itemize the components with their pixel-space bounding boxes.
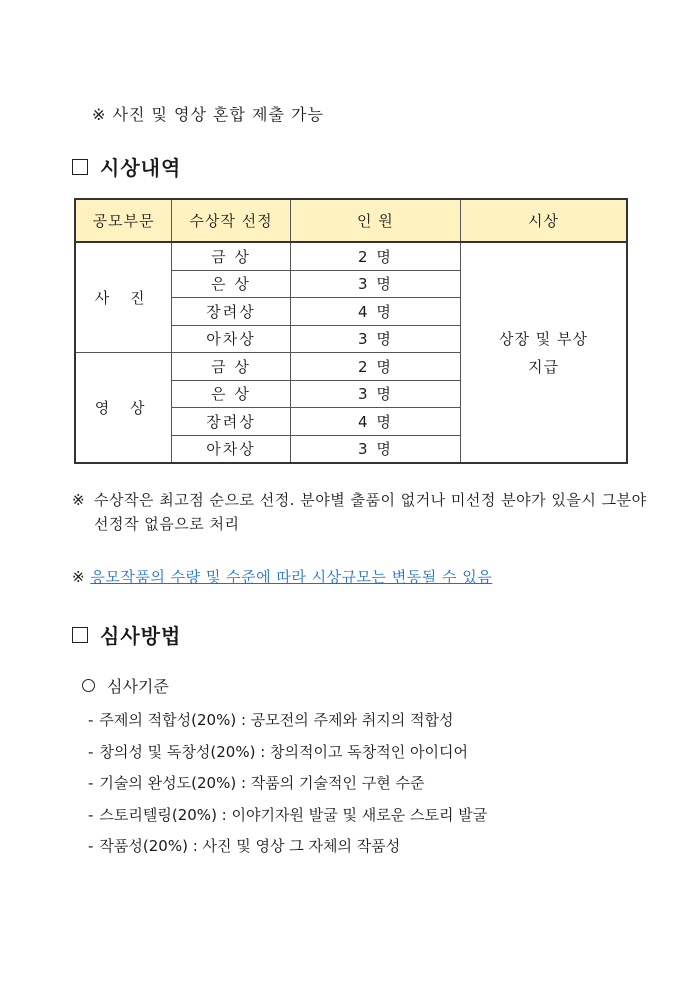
scale-note-link[interactable]: 응모작품의 수량 및 수준에 따라 시상규모는 변동될 수 있음 xyxy=(90,568,493,586)
category-photo: 사 진 xyxy=(75,242,172,353)
prize-line: 상장 및 부상 xyxy=(499,329,589,348)
prize-line: 지급 xyxy=(528,357,560,376)
criteria-heading xyxy=(82,674,169,697)
list-item: - 창의성 및 독창성(20%) : 창의적이고 독창적인 아이디어 xyxy=(88,742,468,761)
scale-note xyxy=(72,566,492,587)
section-heading-awards xyxy=(72,152,181,181)
list-item: - 작품성(20%) : 사진 및 영상 그 자체의 작품성 xyxy=(88,837,401,855)
award-cell: 아차상 xyxy=(172,435,291,463)
circle-bullet-icon xyxy=(82,679,95,692)
section-heading-judging xyxy=(72,620,181,649)
count-cell: 3 명 xyxy=(290,325,460,353)
count-cell: 3 명 xyxy=(290,380,460,408)
selection-note-text: 수상작은 최고점 순으로 선정. 분야별 출품이 없거나 미선정 분야가 있을시 그분야 선정작 없음으로 처리 xyxy=(94,491,647,533)
award-cell: 장려상 xyxy=(172,408,291,436)
header-count: 인 원 xyxy=(290,199,460,242)
list-item: - 스토리텔링(20%) : 이야기자원 발굴 및 새로운 스토리 발굴 xyxy=(88,805,488,824)
table-row xyxy=(75,242,627,270)
award-cell: 은 상 xyxy=(172,270,291,298)
criteria-list xyxy=(88,706,487,864)
checkbox-square-icon xyxy=(72,627,88,643)
award-cell: 장려상 xyxy=(172,298,291,326)
count-cell: 2 명 xyxy=(290,242,460,270)
reference-mark: ※ xyxy=(72,568,86,586)
count-cell: 4 명 xyxy=(290,408,460,436)
count-cell: 4 명 xyxy=(290,298,460,326)
section-title: 심사방법 xyxy=(100,624,182,648)
criterion-text: 스토리텔링(20%) : 이야기자원 발굴 및 새로운 스토리 발굴 xyxy=(99,805,488,824)
criterion-text: 기술의 완성도(20%) : 작품의 기술적인 구현 수준 xyxy=(99,774,425,792)
selection-note xyxy=(72,488,652,536)
award-cell: 아차상 xyxy=(172,325,291,353)
criterion-text: 작품성(20%) : 사진 및 영상 그 자체의 작품성 xyxy=(99,837,401,855)
count-cell: 3 명 xyxy=(290,435,460,463)
prize-cell xyxy=(461,242,627,463)
list-item: - 기술의 완성도(20%) : 작품의 기술적인 구현 수준 xyxy=(88,774,425,792)
criteria-heading-label: 심사기준 xyxy=(107,677,169,696)
mixed-submission-note: ※ 사진 및 영상 혼합 제출 가능 xyxy=(92,105,324,124)
reference-mark: ※ xyxy=(72,491,86,509)
criterion-text: 주제의 적합성(20%) : 공모전의 주제와 취지의 적합성 xyxy=(99,711,454,729)
category-video: 영 상 xyxy=(75,353,172,464)
header-category: 공모부문 xyxy=(75,199,172,242)
award-cell: 금 상 xyxy=(172,353,291,381)
award-cell: 은 상 xyxy=(172,380,291,408)
header-award: 수상작 선정 xyxy=(172,199,291,242)
award-table xyxy=(74,198,628,464)
count-cell: 2 명 xyxy=(290,353,460,381)
award-cell: 금 상 xyxy=(172,242,291,270)
list-item: - 주제의 적합성(20%) : 공모전의 주제와 취지의 적합성 xyxy=(88,711,454,729)
criterion-text: 창의성 및 독창성(20%) : 창의적이고 독창적인 아이디어 xyxy=(99,742,468,761)
header-prize: 시상 xyxy=(461,199,627,242)
table-header-row xyxy=(75,199,627,242)
section-title: 시상내역 xyxy=(100,156,182,180)
count-cell: 3 명 xyxy=(290,270,460,298)
checkbox-square-icon xyxy=(72,159,88,175)
